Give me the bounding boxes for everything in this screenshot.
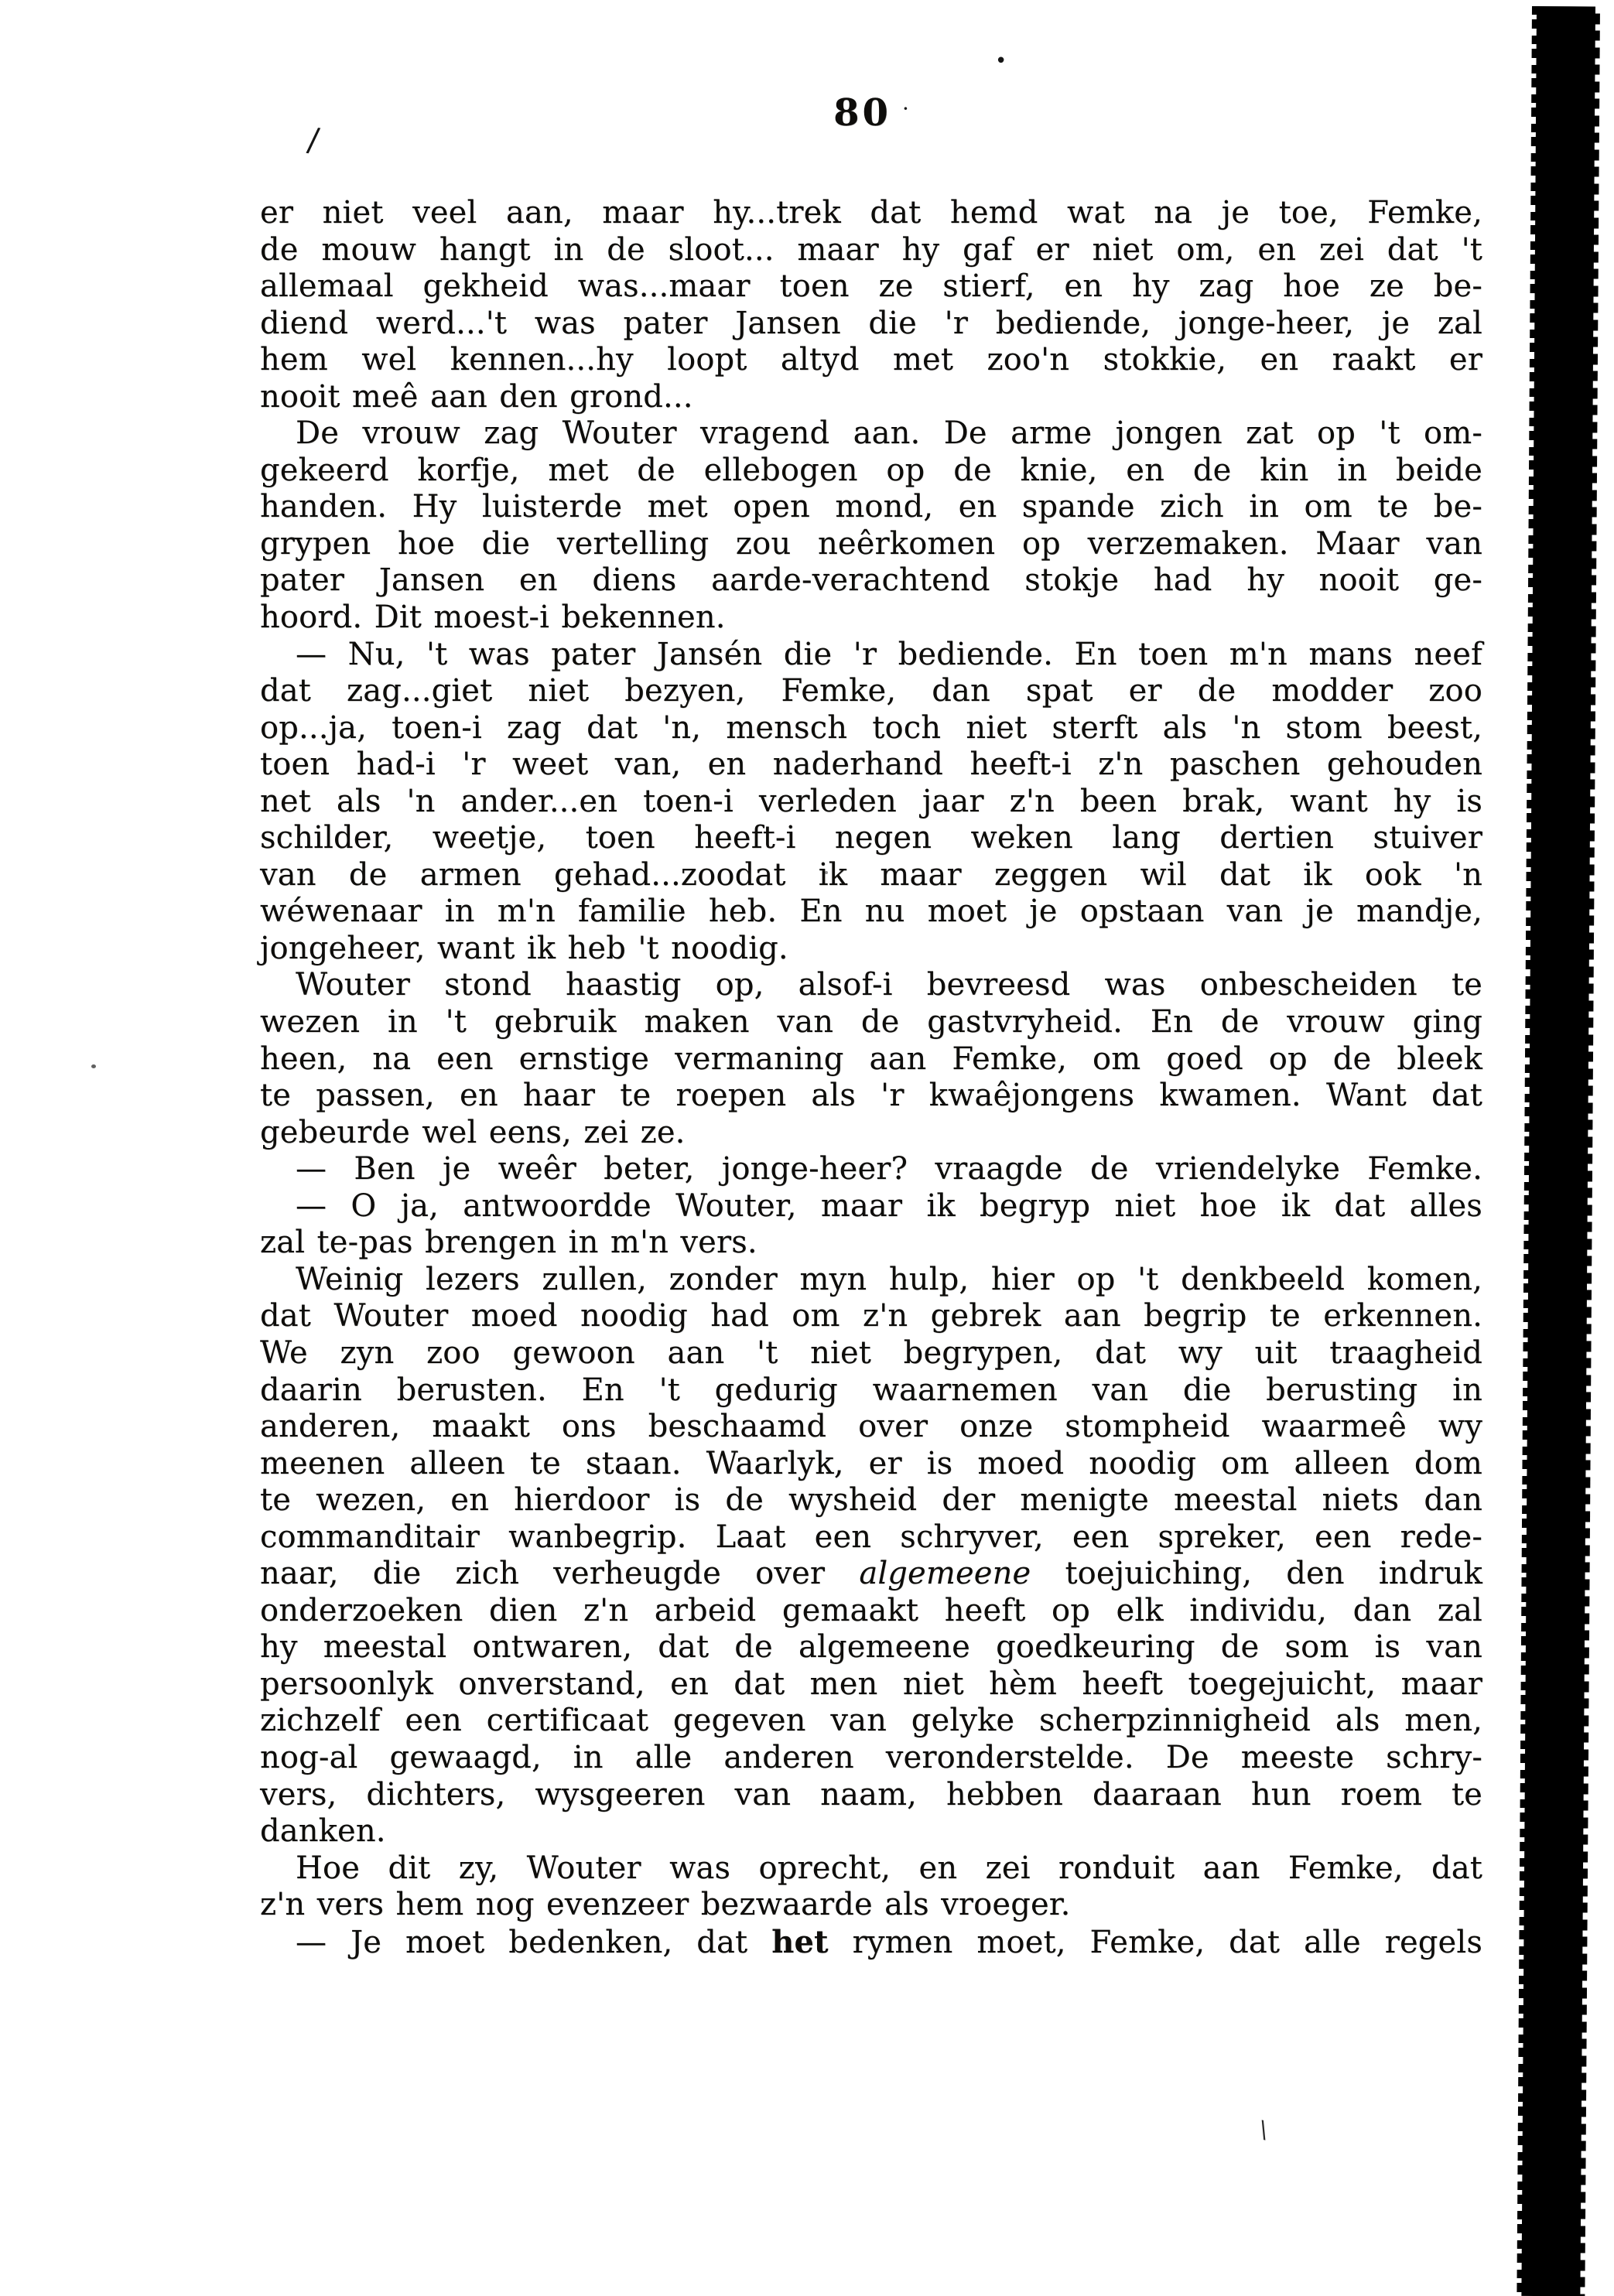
paragraph — [260, 1924, 1482, 1961]
text-line: te passen, en haar te roepen als 'r kwaêjongens kwamen. Want dat — [260, 1078, 1482, 1114]
paragraph — [260, 1850, 1482, 1924]
text-line: dat zag...giet niet bezyen, Femke, dan spat er de modder zoo — [260, 673, 1482, 709]
text-line: gekeerd korfje, met de ellebogen op de knie, en de kin in beide — [260, 452, 1482, 488]
paragraph — [260, 1188, 1482, 1262]
paragraph — [260, 195, 1482, 415]
text-line: Wouter stond haastig op, alsof-i bevreesd was onbescheiden te — [296, 967, 1482, 1003]
text-line: persoonlyk onverstand, en dat men niet hèm heeft toegejuicht, maar — [260, 1666, 1482, 1702]
paragraph — [260, 967, 1482, 1151]
text-line: gebeurde wel eens, zei ze. — [260, 1114, 686, 1150]
text-line: vers, dichters, wysgeeren van naam, hebben daaraan hun roem te — [260, 1776, 1482, 1813]
text-line: nooit meê aan den grond... — [260, 378, 693, 415]
paragraph — [260, 415, 1482, 636]
text-line: de mouw hangt in de sloot... maar hy gaf er niet om, en zei dat 't — [260, 231, 1482, 268]
text-line: heen, na een ernstige vermaning aan Femke, om goed op de bleek — [260, 1040, 1482, 1077]
text-line: hem wel kennen...hy loopt altyd met zoo'n stokkie, en raakt er — [260, 342, 1482, 378]
text-line: meenen alleen te staan. Waarlyk, er is moed noodig om alleen dom — [260, 1445, 1482, 1481]
text-line: Hoe dit zy, Wouter was oprecht, en zei ronduit aan Femke, dat — [296, 1850, 1482, 1886]
text-line: pater Jansen en diens aarde-verachtend stokje had hy nooit ge- — [260, 562, 1482, 599]
text-line: grypen hoe die vertelling zou neêrkomen op verzemaken. Maar van — [260, 525, 1482, 562]
text-line: diend werd...'t was pater Jansen die 'r bediende, jonge-heer, je zal — [260, 305, 1482, 341]
text-line: nog-al gewaagd, in alle anderen veronderstelde. De meeste schry- — [260, 1739, 1482, 1775]
text-line: — Ben je weêr beter, jonge-heer? vraagde de vriendelyke Femke. — [296, 1151, 1482, 1187]
text-line: — O ja, antwoordde Wouter, maar ik begryp niet hoe ik dat alles — [296, 1187, 1482, 1224]
book-binding-shadow — [1521, 6, 1595, 2296]
text-line: wéwenaar in m'n familie heb. En nu moet je opstaan van je mandje, — [260, 893, 1482, 930]
paragraph — [260, 637, 1482, 968]
text-line: van de armen gehad...zoodat ik maar zeggen wil dat ik ook 'n — [260, 856, 1482, 893]
text-line: daarin berusten. En 't gedurig waarnemen van die berusting in — [260, 1372, 1482, 1408]
ink-tick-mark: \ — [1257, 2116, 1270, 2144]
text-line: wezen in 't gebruik maken van de gastvryheid. En de vrouw ging — [260, 1004, 1482, 1040]
page-header — [260, 91, 1482, 135]
page-text — [260, 195, 1482, 1960]
text-line: handen. Hy luisterde met open mond, en spande zich in om te be- — [260, 489, 1482, 525]
page-number-mark: · — [901, 96, 909, 121]
ink-dot-mark: • — [995, 50, 1007, 73]
text-line: allemaal gekheid was...maar toen ze stierf, en hy zag hoe ze be- — [260, 268, 1482, 305]
text-line: zichzelf een certificaat gegeven van gelyke scherpzinnigheid als men, — [260, 1703, 1482, 1739]
text-line: er niet veel aan, maar hy...trek dat hemd wat na je toe, Femke, — [260, 195, 1482, 231]
ink-speck — [91, 1064, 96, 1068]
text-line: hoord. Dit moest-i bekennen. — [260, 600, 726, 636]
text-line: z'n vers hem nog evenzeer bezwaarde als vroeger. — [260, 1887, 1071, 1923]
text-line: zal te-pas brengen in m'n vers. — [260, 1225, 757, 1261]
text-line: net als 'n ander...en toen-i verleden jaar z'n been brak, want hy is — [260, 783, 1482, 819]
text-line: onderzoeken dien z'n arbeid gemaakt heeft op elk individu, dan zal — [260, 1592, 1482, 1628]
text-line: schilder, weetje, toen heeft-i negen weken lang dertien stuiver — [260, 820, 1482, 856]
text-line: — Je moet bedenken, dat het rymen moet, Femke, dat alle regels — [296, 1923, 1482, 1960]
text-line: — Nu, 't was pater Jansén die 'r bediende. En toen m'n mans neef — [296, 636, 1482, 672]
paragraph — [260, 1151, 1482, 1188]
text-line: Weinig lezers zullen, zonder myn hulp, hier op 't denkbeeld komen, — [296, 1261, 1482, 1297]
text-line: op...ja, toen-i zag dat 'n, mensch toch niet sterft als 'n stom beest, — [260, 709, 1482, 746]
text-line: te wezen, en hierdoor is de wysheid der menigte meestal niets dan — [260, 1482, 1482, 1519]
ink-slash-mark: / — [305, 120, 322, 159]
text-line: anderen, maakt ons beschaamd over onze stompheid waarmeê wy — [260, 1409, 1482, 1445]
page-number: 80 — [833, 91, 891, 135]
text-line: De vrouw zag Wouter vragend aan. De arme jongen zat op 't om- — [296, 415, 1482, 452]
text-line: jongeheer, want ik heb 't noodig. — [260, 930, 788, 966]
text-line: toen had-i 'r weet van, en naderhand heeft-i z'n paschen gehouden — [260, 747, 1482, 783]
text-line: danken. — [260, 1813, 386, 1850]
text-line: commanditair wanbegrip. Laat een schryver, een spreker, een rede- — [260, 1519, 1482, 1555]
text-line: naar, die zich verheugde over algemeene toejuiching, den indruk — [260, 1556, 1483, 1592]
paragraph — [260, 1262, 1482, 1850]
text-line: We zyn zoo gewoon aan 't niet begrypen, dat wy uit traagheid — [260, 1334, 1482, 1371]
text-line: hy meestal ontwaren, dat de algemeene goedkeuring de som is van — [260, 1629, 1482, 1666]
text-line: dat Wouter moed noodig had om z'n gebrek aan begrip te erkennen. — [260, 1298, 1482, 1334]
